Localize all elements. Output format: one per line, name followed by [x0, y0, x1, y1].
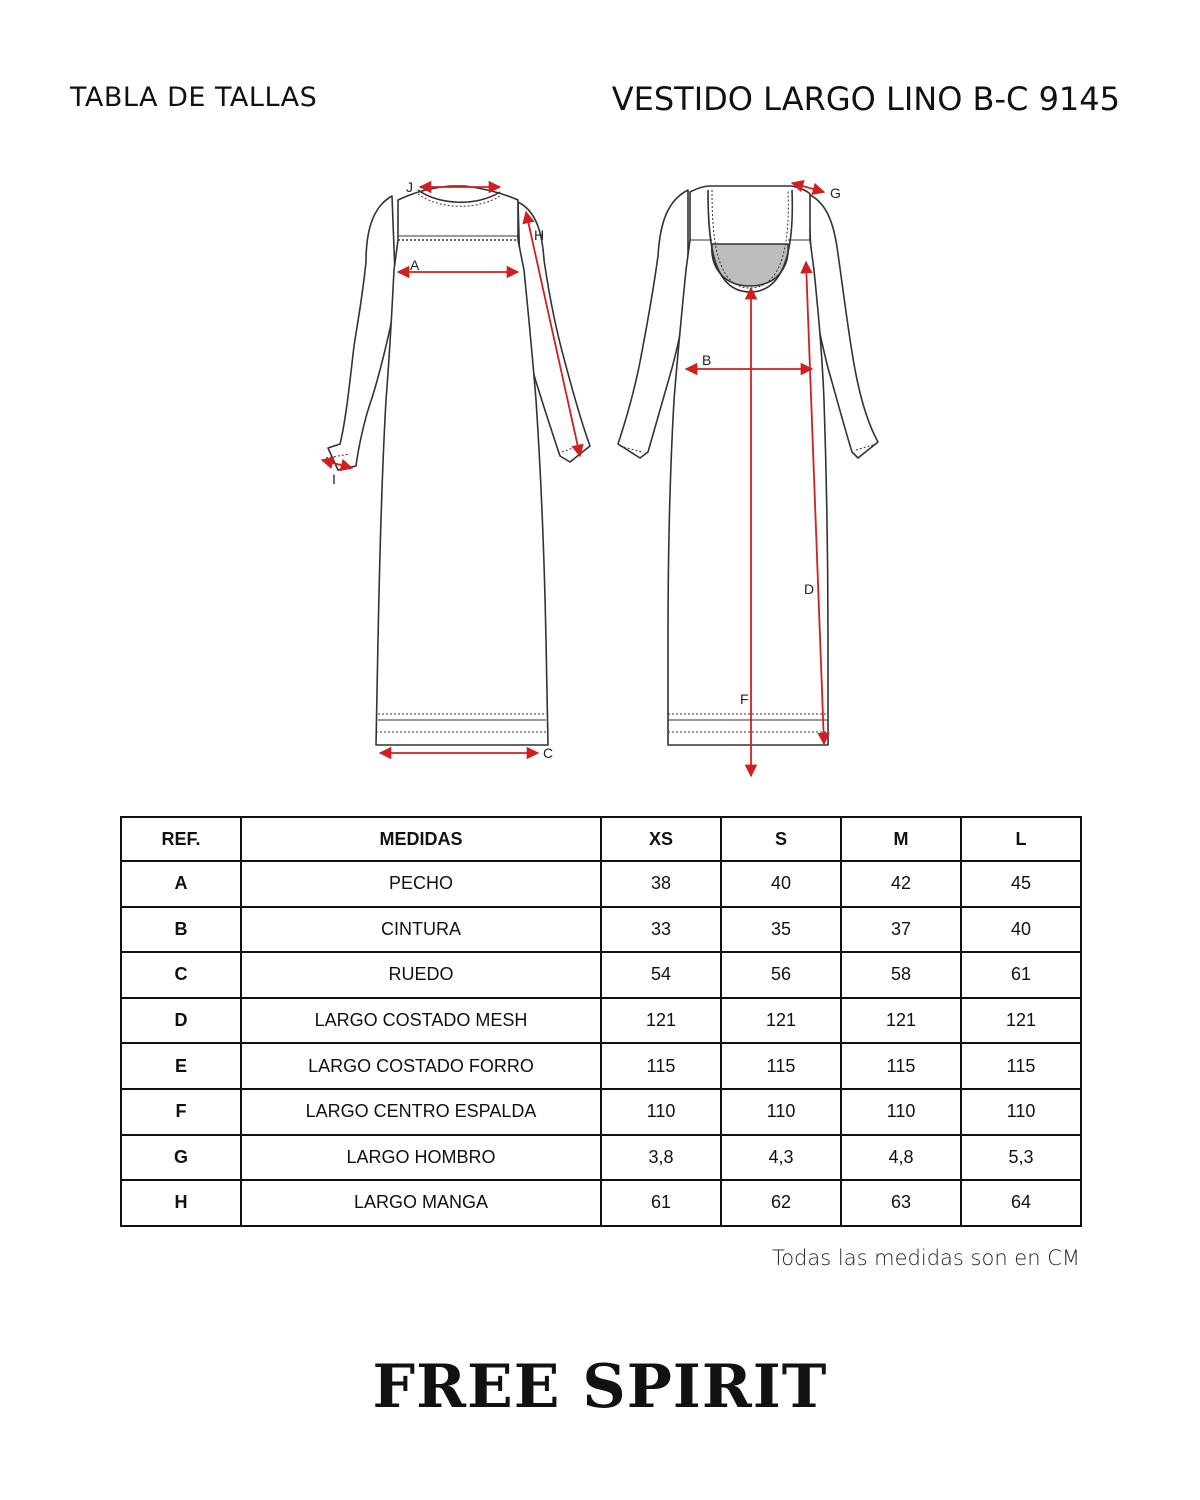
cell-m: 63	[841, 1180, 961, 1226]
cell-l: 61	[961, 952, 1081, 998]
cell-l: 121	[961, 998, 1081, 1044]
table-row	[121, 1043, 1081, 1089]
cell-m: 115	[841, 1043, 961, 1089]
cell-xs: 110	[601, 1089, 721, 1135]
label-a: A	[410, 257, 420, 273]
cell-s: 121	[721, 998, 841, 1044]
cell-xs: 115	[601, 1043, 721, 1089]
cell-ref: H	[121, 1180, 241, 1226]
header-l: L	[961, 817, 1081, 861]
label-j: J	[406, 179, 413, 195]
header-s: S	[721, 817, 841, 861]
cell-measure: LARGO COSTADO MESH	[241, 998, 601, 1044]
cell-l: 5,3	[961, 1135, 1081, 1181]
chart-title: TABLA DE TALLAS	[70, 82, 318, 113]
label-g: G	[830, 185, 841, 201]
size-table	[120, 816, 1082, 1227]
table-row	[121, 1089, 1081, 1135]
cell-l: 64	[961, 1180, 1081, 1226]
cell-xs: 3,8	[601, 1135, 721, 1181]
label-i: I	[332, 471, 336, 487]
cell-xs: 33	[601, 907, 721, 953]
cell-xs: 38	[601, 861, 721, 907]
cell-measure: LARGO CENTRO ESPALDA	[241, 1089, 601, 1135]
cell-m: 4,8	[841, 1135, 961, 1181]
table-row	[121, 998, 1081, 1044]
cell-measure: RUEDO	[241, 952, 601, 998]
header-ref: REF.	[121, 817, 241, 861]
cell-ref: F	[121, 1089, 241, 1135]
table-row	[121, 1135, 1081, 1181]
label-d: D	[804, 581, 815, 597]
table-row	[121, 861, 1081, 907]
cell-l: 115	[961, 1043, 1081, 1089]
cell-ref: E	[121, 1043, 241, 1089]
cell-s: 110	[721, 1089, 841, 1135]
table-row	[121, 952, 1081, 998]
cell-s: 4,3	[721, 1135, 841, 1181]
label-h: H	[534, 227, 545, 243]
cell-ref: B	[121, 907, 241, 953]
cell-xs: 61	[601, 1180, 721, 1226]
table-row	[121, 1180, 1081, 1226]
cell-ref: G	[121, 1135, 241, 1181]
cell-m: 121	[841, 998, 961, 1044]
cell-m: 110	[841, 1089, 961, 1135]
cell-m: 58	[841, 952, 961, 998]
cell-s: 35	[721, 907, 841, 953]
cell-ref: A	[121, 861, 241, 907]
cell-measure: LARGO HOMBRO	[241, 1135, 601, 1181]
cell-ref: D	[121, 998, 241, 1044]
cell-measure: LARGO MANGA	[241, 1180, 601, 1226]
header-medidas: MEDIDAS	[241, 817, 601, 861]
product-title: VESTIDO LARGO LINO B-C 9145	[611, 80, 1120, 118]
cell-measure: LARGO COSTADO FORRO	[241, 1043, 601, 1089]
cell-s: 56	[721, 952, 841, 998]
front-body	[376, 186, 548, 745]
cell-xs: 54	[601, 952, 721, 998]
cell-l: 40	[961, 907, 1081, 953]
cell-ref: C	[121, 952, 241, 998]
cell-xs: 121	[601, 998, 721, 1044]
header-m: M	[841, 817, 961, 861]
units-note: Todas las medidas son en CM	[771, 1246, 1080, 1270]
cell-s: 115	[721, 1043, 841, 1089]
back-view	[618, 186, 878, 745]
label-c: C	[543, 745, 554, 761]
brand-logo: FREE SPIRIT	[372, 1352, 828, 1422]
cell-l: 45	[961, 861, 1081, 907]
label-b: B	[702, 352, 712, 368]
table-header-row	[121, 817, 1081, 861]
cell-measure: PECHO	[241, 861, 601, 907]
cell-m: 37	[841, 907, 961, 953]
label-f: F	[740, 691, 749, 707]
header-xs: XS	[601, 817, 721, 861]
cell-m: 42	[841, 861, 961, 907]
table-row	[121, 907, 1081, 953]
cell-s: 40	[721, 861, 841, 907]
cell-measure: CINTURA	[241, 907, 601, 953]
cell-s: 62	[721, 1180, 841, 1226]
front-view	[326, 186, 590, 745]
cell-l: 110	[961, 1089, 1081, 1135]
